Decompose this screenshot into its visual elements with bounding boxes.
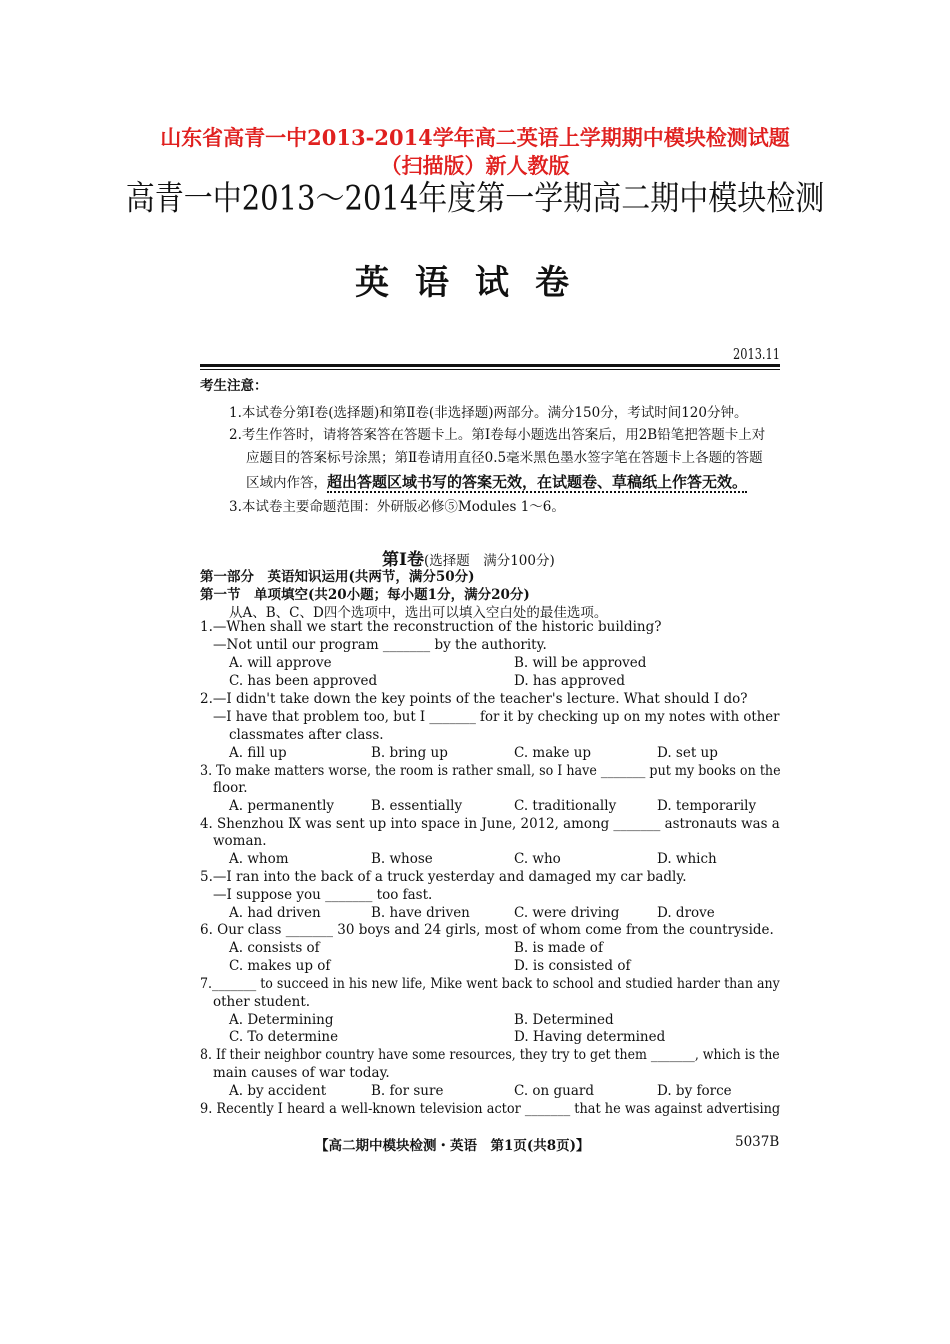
question-3-stem-cont: floor.	[213, 780, 248, 796]
question-8-stem: 8. If their neighbor country have some resources, they try to get them _______, which is the	[200, 1047, 780, 1063]
question-1-reply: —Not until our program _______ by the authority.	[213, 637, 547, 653]
question-3-option-c: C. traditionally	[514, 798, 617, 814]
question-2-option-b: B. bring up	[371, 745, 448, 761]
question-5-option-d: D. drove	[657, 905, 715, 921]
question-6-option-d: D. is consisted of	[514, 958, 631, 974]
question-4-option-a: A. whom	[229, 851, 289, 867]
question-8-option-d: D. by force	[657, 1083, 732, 1099]
question-7-option-b: B. Determined	[514, 1012, 614, 1028]
question-7-option-c: C. To determine	[229, 1029, 339, 1045]
question-5-reply: —I suppose you _______ too fast.	[213, 887, 433, 903]
notice-heading: 考生注意：	[200, 378, 268, 394]
question-5-option-a: A. had driven	[229, 905, 321, 921]
question-2-option-c: C. make up	[514, 745, 592, 761]
notice-item-2-line-3-start: 区域内作答，	[246, 475, 327, 491]
volume-note: (选择题 满分100分)	[423, 553, 555, 569]
question-9-stem: 9. Recently I heard a well-known television actor _______ that he was against advertising	[200, 1101, 781, 1117]
question-1-option-c: C. has been approved	[229, 673, 378, 689]
question-7-option-a: A. Determining	[229, 1012, 334, 1028]
notice-item-2-line-1: 2.考生作答时，请将答案答在答题卡上。第Ⅰ卷每小题选出答案后，用2B铅笔把答题卡上对	[229, 427, 766, 443]
question-1-stem: 1.—When shall we start the reconstruction of the historic building?	[200, 619, 662, 635]
header-rule-thin	[200, 369, 780, 370]
question-5-option-b: B. have driven	[371, 905, 470, 921]
question-2-reply-cont: classmates after class.	[229, 727, 384, 743]
question-2-option-a: A. fill up	[229, 745, 287, 761]
question-7-stem: 7._______ to succeed in his new life, Mike went back to school and studied harder than any	[200, 976, 780, 992]
question-6-stem: 6. Our class _______ 30 boys and 24 girls, most of whom come from the countryside.	[200, 922, 774, 938]
notice-item-2-line-3	[246, 471, 747, 492]
question-3-option-b: B. essentially	[371, 798, 463, 814]
question-1-option-b: B. will be approved	[514, 655, 647, 671]
question-2-option-d: D. set up	[657, 745, 718, 761]
exam-title: 高青一中2013～2014年度第一学期高二期中模块检测	[125, 178, 825, 218]
subject-title: 英语试卷	[355, 263, 595, 303]
question-6-option-a: A. consists of	[229, 940, 320, 956]
notice-item-2-line-2: 应题目的答案标号涂黑；第Ⅱ卷请用直径0.5毫米黑色墨水签字笔在答题卡上各题的答题	[246, 450, 763, 466]
page-footer-code: 5037B	[735, 1134, 780, 1150]
section-instruction: 从A、B、C、D四个选项中，选出可以填入空白处的最佳选项。	[229, 605, 608, 621]
question-6-option-b: B. is made of	[514, 940, 603, 956]
question-3-stem: 3. To make matters worse, the room is rather small, so I have _______ put my books on the	[200, 763, 781, 779]
question-4-option-c: C. who	[514, 851, 561, 867]
question-4-stem: 4. Shenzhou Ⅸ was sent up into space in June, 2012, among _______ astronauts was a	[200, 816, 780, 832]
question-1-option-d: D. has approved	[514, 673, 626, 689]
question-8-stem-cont: main causes of war today.	[213, 1065, 390, 1081]
question-8-option-b: B. for sure	[371, 1083, 444, 1099]
section-1-heading: 第一节 单项填空(共20小题；每小题1分，满分20分)	[200, 587, 530, 603]
page-footer-label: 【高二期中模块检测・英语 第1页(共8页)】	[315, 1138, 590, 1154]
question-5-option-c: C. were driving	[514, 905, 620, 921]
question-2-reply: —I have that problem too, but I _______ for it by checking up on my notes with other	[213, 709, 780, 725]
question-8-option-c: C. on guard	[514, 1083, 595, 1099]
question-7-stem-cont: other student.	[213, 994, 311, 1010]
document-subtitle: （扫描版）新人教版	[380, 153, 570, 178]
notice-item-1: 1.本试卷分第Ⅰ卷(选择题)和第Ⅱ卷(非选择题)两部分。满分150分，考试时间120分钟。	[229, 405, 748, 421]
question-4-option-b: B. whose	[371, 851, 433, 867]
exam-date: 2013.11	[733, 345, 781, 363]
question-6-option-c: C. makes up of	[229, 958, 331, 974]
question-8-option-a: A. by accident	[229, 1083, 327, 1099]
part-1-heading: 第一部分 英语知识运用(共两节，满分50分)	[200, 569, 475, 585]
question-4-option-d: D. which	[657, 851, 717, 867]
question-5-stem: 5.—I ran into the back of a truck yesterday and damaged my car badly.	[200, 869, 687, 885]
header-rule-thick	[200, 364, 780, 367]
document-title: 山东省高青一中2013-2014学年高二英语上学期期中模块检测试题	[160, 125, 790, 150]
notice-item-3: 3.本试卷主要命题范围：外研版必修⑤Modules 1～6。	[229, 499, 565, 515]
question-3-option-d: D. temporarily	[657, 798, 757, 814]
volume-title: 第Ⅰ卷	[382, 550, 424, 570]
question-4-stem-cont: woman.	[213, 833, 267, 849]
question-7-option-d: D. Having determined	[514, 1029, 666, 1045]
question-1-option-a: A. will approve	[229, 655, 332, 671]
question-2-stem: 2.—I didn't take down the key points of the teacher's lecture. What should I do?	[200, 691, 748, 707]
question-3-option-a: A. permanently	[229, 798, 335, 814]
notice-warning: 超出答题区域书写的答案无效，在试题卷、草稿纸上作答无效。	[327, 473, 748, 491]
